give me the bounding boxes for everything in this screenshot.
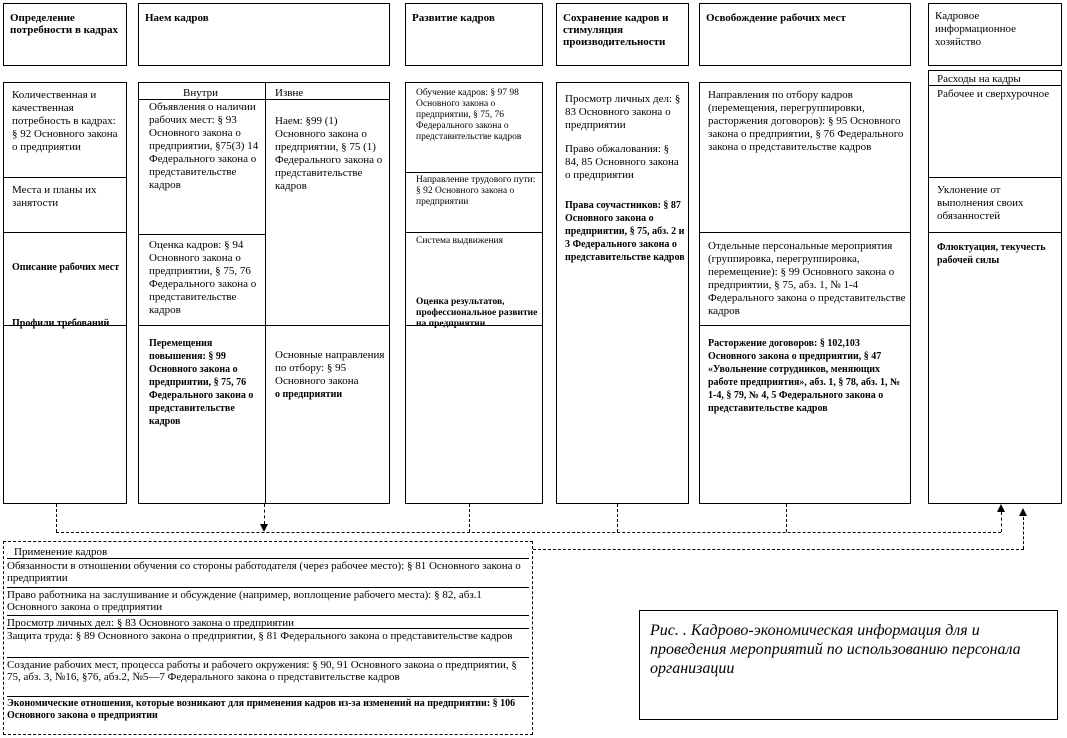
arrow-down-icon [260,524,268,532]
header-development: Развитие кадров [405,3,543,66]
demand-text-3: Описание рабочих мест [12,262,120,273]
hiring-outside-text-2 [275,349,385,401]
header-retention: Сохранение кадров и стимуляция производительности [556,3,689,66]
column-release [699,82,911,504]
hiring-inside-text-3: Перемещения повышения: § 99 Основного закона о предприятии, § 75, 76 Федерального закона о представительстве кадров [149,338,254,427]
arrow-up-icon [1019,508,1027,516]
usage-row: Создание рабочих мест, процесса работы и рабочего окружения: § 90, 91 Основного закона о предприятии, § 75, абз. 3, №16, §76, абз.2, №5—7 Федерального закона о представительстве кадров [7,657,529,684]
hiring-outside-text-2a: Основные направления по отбору: § 95 Основного закона [275,349,385,387]
hiring-outside-text-1: Наем: §99 (1) Основного закона о предприятии, § 75 (1) Федерального закона о представительстве кадров [275,115,383,192]
header-staff-demand: Определение потребности в кадрах [3,3,127,66]
column-staff-demand [3,82,127,504]
header-release: Освобождение рабочих мест [699,3,911,66]
header-info-management-text: Кадровое информационное хозяйство [935,10,1017,48]
demand-text-2: Места и планы их занятости [12,184,97,209]
caption-box [639,610,1058,720]
connector-line [56,532,1001,533]
connector-line [56,504,57,532]
info-text-3: Уклонение от выполнения своих обязанностей [937,184,1024,222]
arrow-up-icon [997,504,1005,512]
header-hiring: Наем кадров [138,3,390,66]
column-development [405,82,543,504]
usage-row: Право работника на заслушивание и обсуждение (например, воплощение рабочего места): § 82, абз.1 Основного закона о предприятии [7,587,529,614]
column-info-management [928,70,1062,504]
development-text-4: Оценка результатов, профессиональное развитие на предприятии [416,297,538,329]
connector-line [786,504,787,532]
usage-row: Просмотр личных дел: § 83 Основного закона о предприятии [7,615,529,630]
development-text-3: Система выдвижения [416,236,504,246]
hiring-inside-text-1: Объявления о наличии рабочих мест: § 93 Основного закона о предприятии, §75(3) 14 Федерального закона о представительстве кадров [149,101,259,191]
figure-caption: Рис. . Кадрово-экономическая информация для и проведения мероприятий по использованию персонала организации [650,622,1021,677]
info-text-2: Рабочее и сверхурочное [937,88,1050,100]
release-text-1: Направления по отбору кадров (перемещения, перегруппировки, расторжения договоров): § 95 Основного закона о предприятии, § 76 Федерального закона о представительстве кадров [708,89,904,153]
usage-row: Экономические отношения, которые возникают для применения кадров из-за изменений на предприятии: § 106 Основного закона о предприятии [7,696,529,723]
hiring-inside-label: Внутри [183,87,219,99]
header-info-management [928,3,1062,66]
retention-text-1: Просмотр личных дел: § 83 Основного закона о предприятии [565,93,681,131]
connector-line [617,504,618,532]
info-text-4: Флюктуация, текучесть рабочей силы [937,242,1046,266]
release-text-2: Отдельные персональные мероприятия (группировка, перегруппировка, перемещение): § 99 Основного закона о предприятии, § 75, абз. 1, № 1-4 Федерального закона о представительстве кадров [708,240,906,317]
hiring-inside-text-2: Оценка кадров: § 94 Основного закона о предприятии, § 75, 76 Федерального закона о представительстве кадров [149,239,257,316]
connector-line [533,549,1024,550]
hiring-outside-label: Извне [275,87,304,99]
development-text-1: Обучение кадров: § 97 98 Основного закона о предприятии, § 75, 76 Федерального закона о представительстве кадров [416,88,522,142]
retention-text-2: Право обжалования: § 84, 85 Основного закона о предприятии [565,143,679,181]
column-hiring [138,82,390,504]
connector-line [1023,517,1024,549]
development-text-2: Направление трудового пути: § 92 Основного закона о предприятии [416,175,536,207]
connector-line [264,504,265,524]
usage-row: Обязанности в отношении обучения со стороны работодателя (через рабочее место): § 81 Основного закона о предприятии [7,558,529,585]
info-text-1: Расходы на кадры [937,73,1021,85]
usage-title: Применение кадров [14,546,108,558]
usage-row: Защита труда: § 89 Основного закона о предприятии, § 81 Федерального закона о представительстве кадров [7,628,529,643]
demand-text-4: Профили требований [12,318,110,329]
connector-line [469,504,470,532]
connector-line [1001,512,1002,532]
retention-text-3: Права соучастников: § 87 Основного закона о предприятии, § 75, абз. 2 и 3 Федерального закона о представительстве кадров [565,200,685,263]
staff-usage-block [3,541,533,735]
demand-text-1: Количественная и качественная потребность в кадрах: § 92 Основного закона о предприятии [12,89,118,153]
hiring-outside-text-2b: о предприятии [275,389,343,400]
column-retention [556,82,689,504]
release-text-3: Расторжение договоров: § 102,103 Основного закона о предприятии, § 47 «Увольнение сотрудников, меняющих работе предприятия», абз. 1, § 78, абз. 1, № 1-4, § 79, № 4, 5 Федерального закона о представительстве кадров [708,338,901,414]
